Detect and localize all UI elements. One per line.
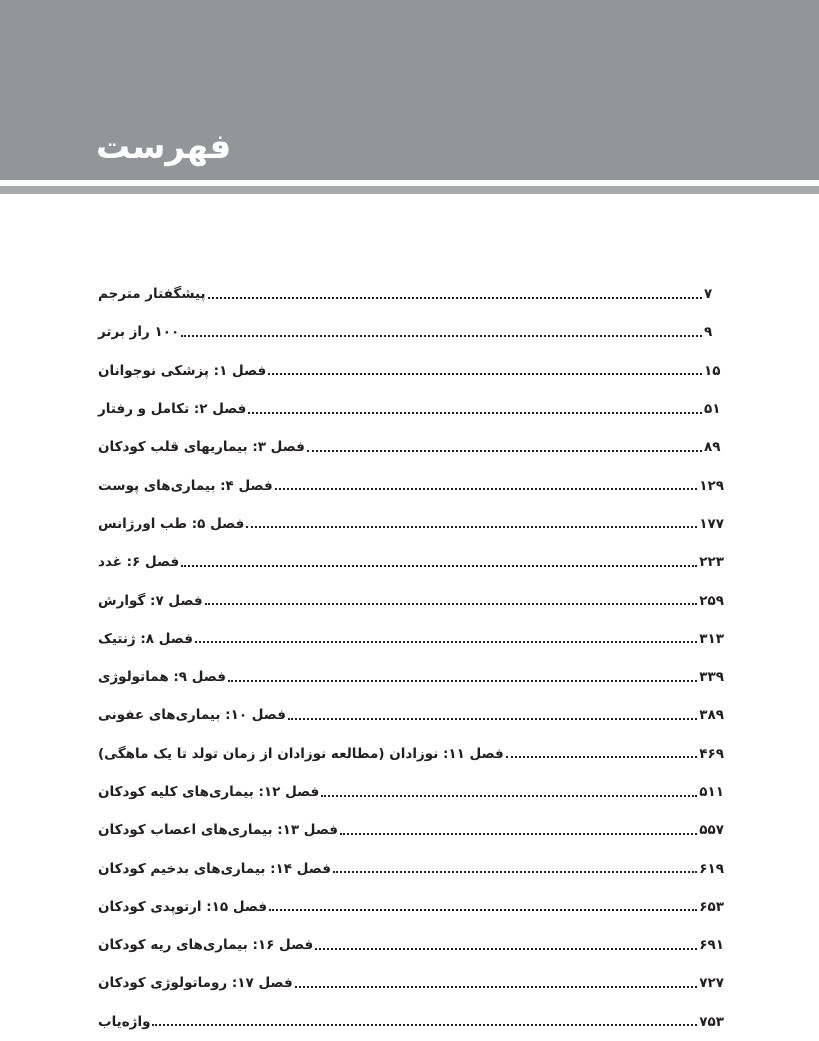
toc-entry[interactable] — [96, 390, 724, 428]
toc-leader-dots — [195, 641, 697, 643]
toc-entry[interactable] — [96, 1003, 724, 1041]
toc-entry-page: ۱۵ — [704, 362, 721, 379]
toc-entry-page: ۷ — [704, 286, 713, 303]
toc-entry[interactable] — [96, 888, 724, 926]
toc-entry-title: فصل ۱۲: بیماری‌های کلیه کودکان — [98, 784, 320, 800]
toc-entry[interactable] — [96, 352, 724, 390]
toc-entry-page: ۶۹۱ — [699, 937, 724, 954]
toc-entry-page: ۳۳۹ — [699, 669, 724, 686]
toc-leader-dots — [295, 986, 698, 988]
toc-leader-dots — [340, 833, 697, 835]
toc-entry-title: فصل ۹: هماتولوژی — [98, 669, 226, 686]
toc-leader-dots — [181, 565, 697, 567]
toc-entry-title: واژه‌یاب — [98, 1013, 151, 1030]
toc-leader-dots — [246, 526, 697, 528]
toc-leader-dots — [248, 412, 702, 414]
toc-entry-page: ۱۲۹ — [699, 477, 724, 494]
toc-entry-page: ۷۵۳ — [699, 1013, 724, 1030]
toc-entry-page: ۵۱ — [704, 401, 721, 418]
toc-entry-title: فصل ۱۷: روماتولوژی کودکان — [98, 975, 293, 992]
toc-entry-page: ۸۹ — [704, 439, 721, 456]
toc-entry[interactable] — [96, 620, 724, 658]
toc-entry[interactable] — [96, 696, 724, 734]
toc-entry-title: فصل ۶: غدد — [98, 554, 180, 571]
toc-leader-dots — [307, 450, 702, 452]
toc-leader-dots — [208, 297, 702, 299]
toc-leader-dots — [321, 795, 697, 797]
toc-entry[interactable] — [96, 275, 724, 313]
table-of-contents — [96, 275, 724, 1041]
toc-entry-title: فصل ۱: پزشکی نوجوانان — [98, 362, 267, 379]
toc-entry-page: ۵۱۱ — [699, 784, 724, 800]
header-band — [0, 0, 819, 180]
toc-entry-page: ۱۷۷ — [699, 515, 724, 532]
toc-entry-title: فصل ۱۳: بیماری‌های اعصاب کودکان — [98, 822, 339, 839]
toc-entry-page: ۲۲۳ — [699, 554, 724, 571]
toc-entry-page: ۹ — [704, 324, 713, 341]
toc-leader-dots — [333, 871, 697, 873]
toc-entry-title: ۱۰۰ راز برتر — [98, 324, 180, 341]
toc-entry-title: فصل ۱۵: ارتوپدی کودکان — [98, 898, 268, 915]
toc-entry[interactable] — [96, 926, 724, 964]
toc-entry[interactable] — [96, 505, 724, 543]
toc-entry-title: فصل ۷: گوارش — [98, 592, 203, 609]
toc-entry[interactable] — [96, 581, 724, 619]
toc-leader-dots — [205, 603, 698, 605]
toc-entry[interactable] — [96, 773, 724, 811]
page-title: فهرست — [96, 127, 232, 167]
toc-entry-page: ۲۵۹ — [699, 592, 724, 609]
toc-entry-title: فصل ۱۰: بیماری‌های عفونی — [98, 707, 286, 724]
toc-entry[interactable] — [96, 735, 724, 773]
toc-entry-page: ۴۶۹ — [699, 745, 724, 762]
toc-entry[interactable] — [96, 849, 724, 887]
toc-leader-dots — [268, 373, 702, 375]
toc-entry-title: فصل ۱۴: بیماری‌های بدخیم کودکان — [98, 860, 331, 877]
toc-entry-page: ۶۱۹ — [699, 860, 724, 877]
toc-entry-page: ۵۵۷ — [699, 822, 724, 839]
toc-entry[interactable] — [96, 466, 724, 504]
toc-entry[interactable] — [96, 811, 724, 849]
toc-entry-title: فصل ۴: بیماری‌های پوست — [98, 477, 273, 494]
toc-entry[interactable] — [96, 543, 724, 581]
toc-entry[interactable] — [96, 313, 724, 351]
toc-entry-title: فصل ۸: ژنتیک — [98, 630, 193, 647]
toc-entry-title: فصل ۳: بیماریهای قلب کودکان — [98, 439, 305, 456]
toc-leader-dots — [506, 756, 698, 758]
toc-leader-dots — [269, 909, 697, 911]
toc-leader-dots — [275, 488, 698, 490]
toc-entry-title: فصل ۲: تکامل و رفتار — [98, 401, 247, 418]
toc-entry-title: فصل ۱۶: بیماری‌های ریه کودکان — [98, 937, 314, 954]
toc-leader-dots — [315, 948, 697, 950]
toc-entry-page: ۷۲۷ — [699, 975, 724, 992]
toc-entry-title: فصل ۱۱: نوزادان (مطالعه نوزادان از زمان تولد تا یک ماهگی) — [98, 745, 504, 762]
toc-entry-title: پیشگفتار مترجم — [98, 286, 206, 303]
toc-entry-page: ۳۸۹ — [699, 707, 724, 724]
toc-leader-dots — [288, 718, 697, 720]
header-divider-dark — [0, 186, 819, 194]
toc-entry[interactable] — [96, 964, 724, 1002]
toc-leader-dots — [181, 335, 702, 337]
toc-entry[interactable] — [96, 658, 724, 696]
toc-leader-dots — [152, 1024, 697, 1026]
toc-leader-dots — [228, 680, 697, 682]
toc-entry-page: ۳۱۳ — [699, 630, 724, 647]
toc-entry-page: ۶۵۳ — [699, 898, 724, 915]
toc-entry[interactable] — [96, 428, 724, 466]
toc-entry-title: فصل ۵: طب اورژانس — [98, 515, 245, 532]
